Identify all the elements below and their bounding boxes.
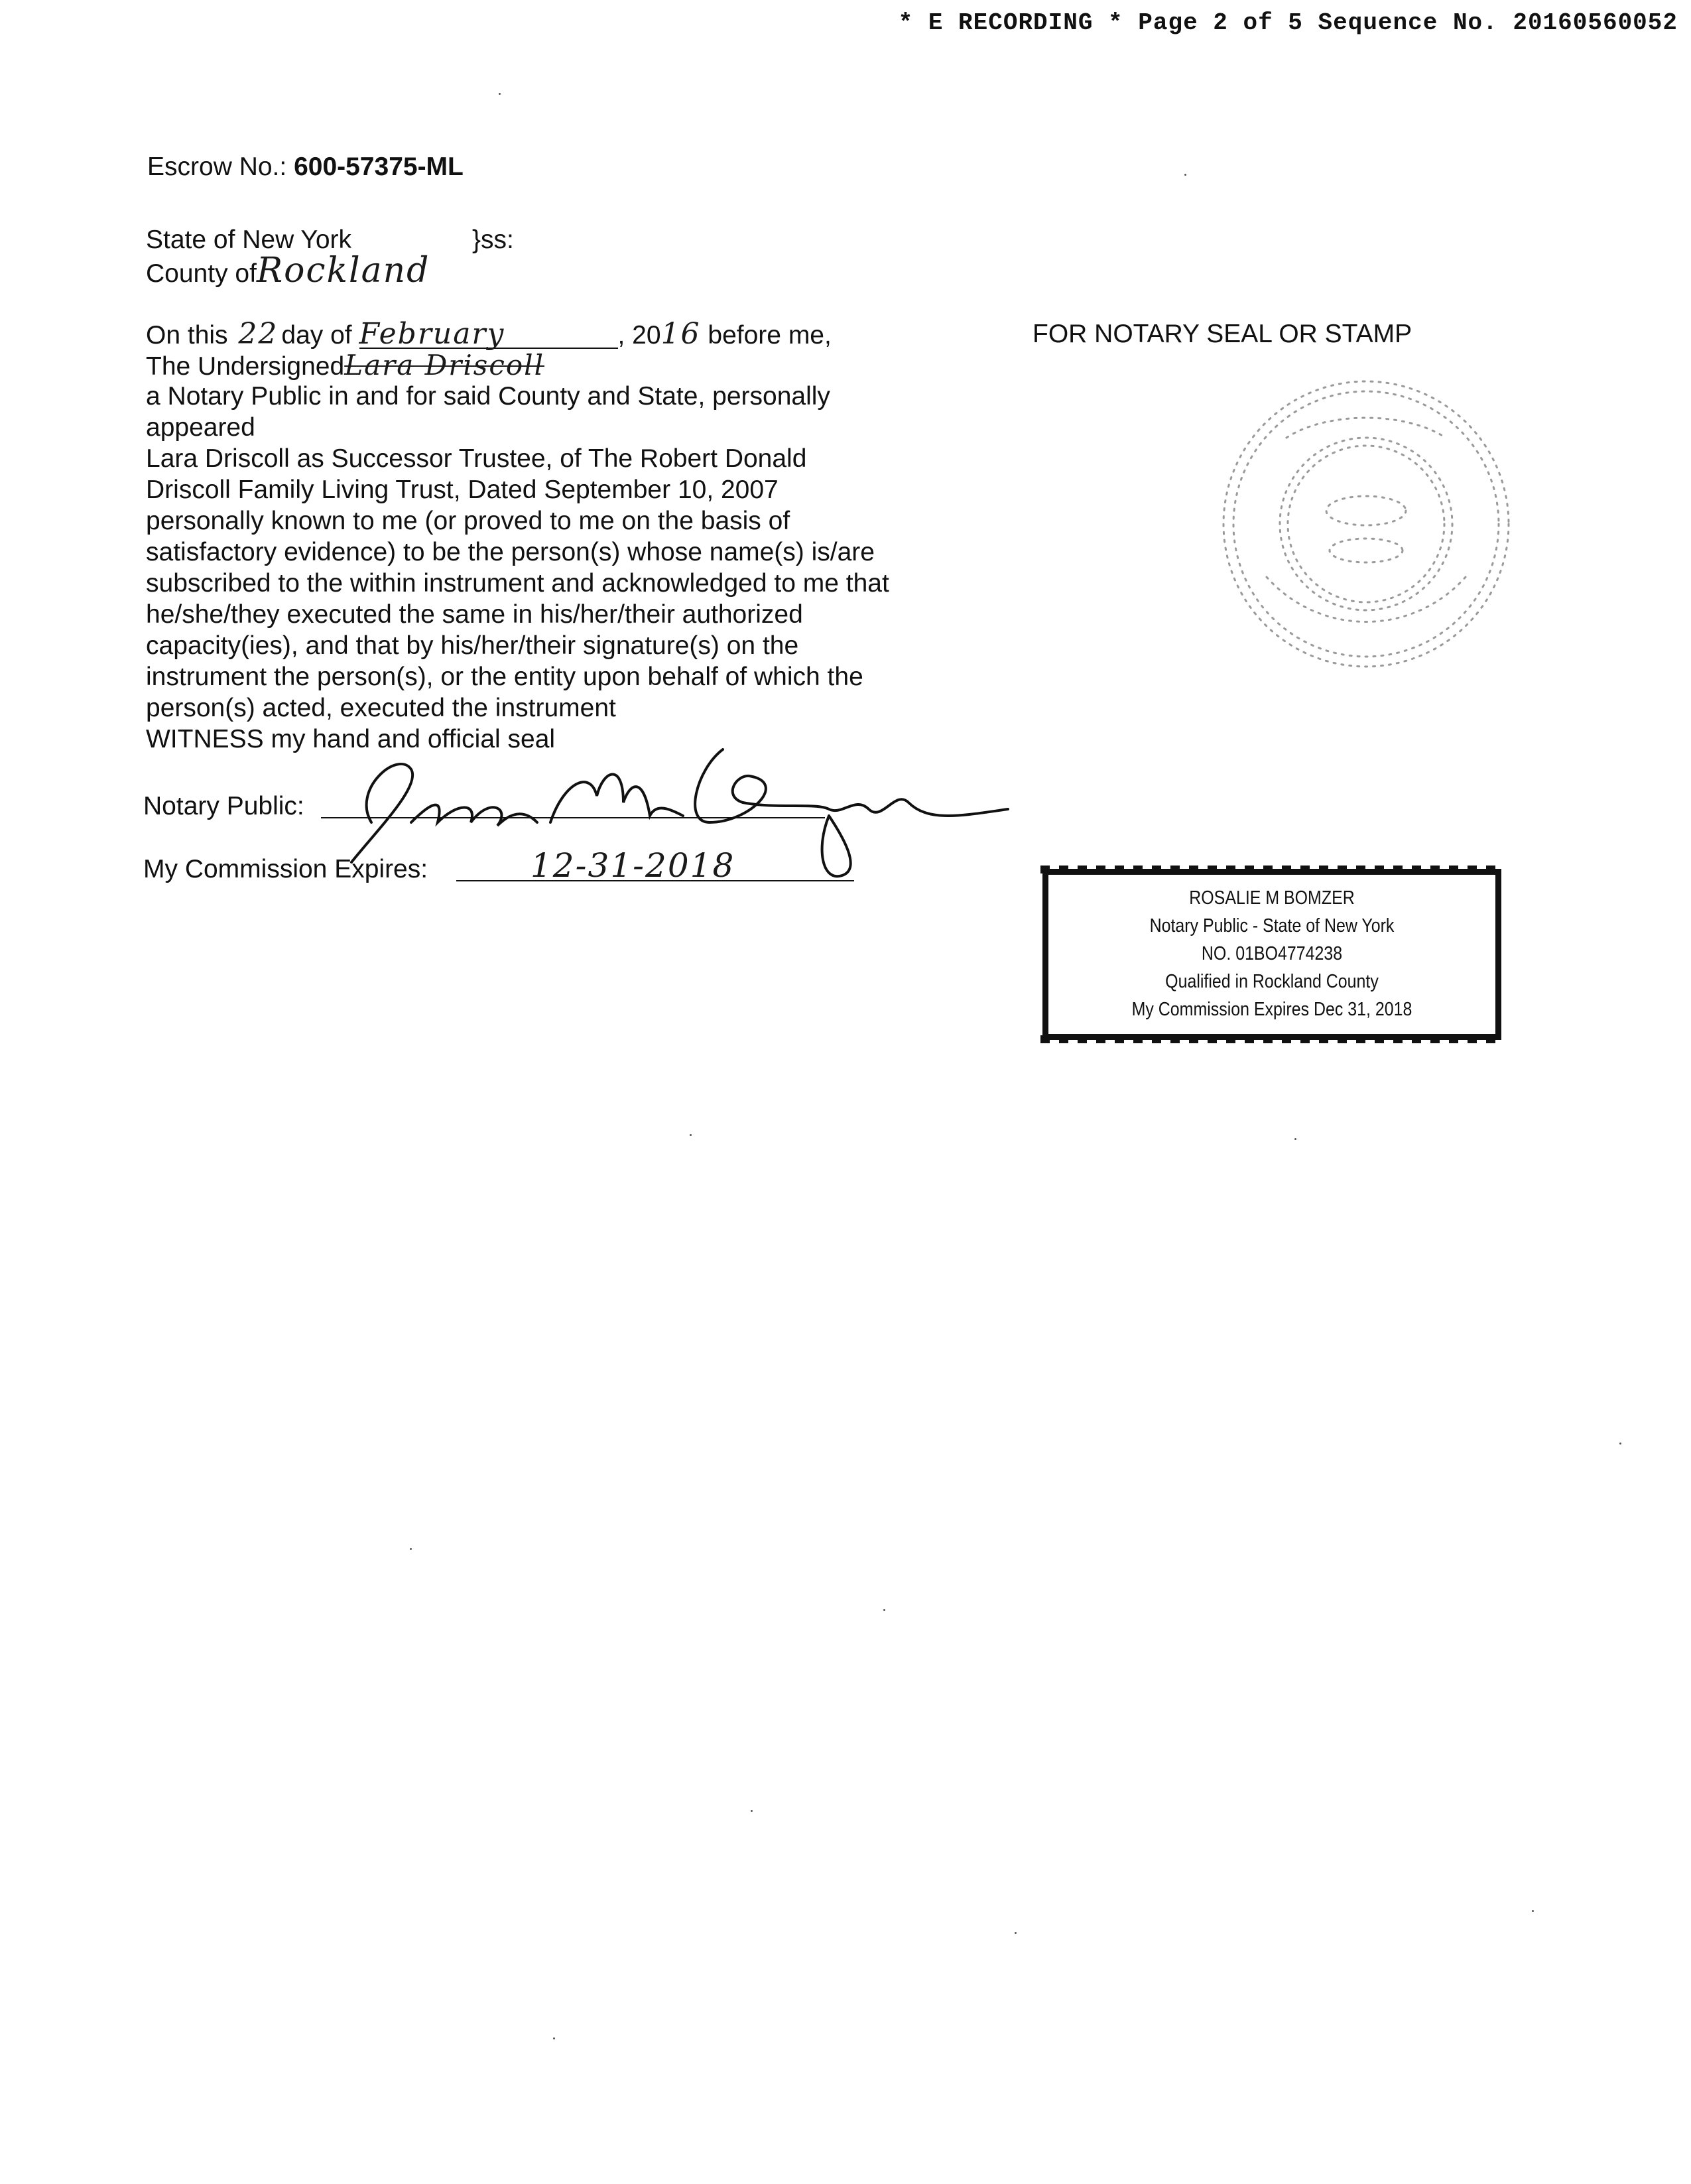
stamp-bottom-border: [1040, 1035, 1503, 1043]
state-label: State of New York: [146, 225, 352, 254]
stamp-notary-title: Notary Public - State of New York: [1149, 915, 1395, 936]
stamp-notary-number: NO. 01BO4774238: [1201, 943, 1343, 964]
day-of-text: day of: [281, 321, 352, 350]
scan-speck: [499, 93, 501, 95]
county-label: County of: [146, 259, 257, 288]
body-line: WITNESS my hand and official seal: [146, 725, 556, 753]
stamp-top-border: [1040, 866, 1503, 873]
undersigned-text: The Undersigned: [146, 352, 345, 381]
body-line: he/she/they executed the same in his/her/their authorized: [146, 600, 803, 629]
escrow-label: Escrow No.:: [147, 153, 287, 181]
commission-label: My Commission Expires:: [143, 855, 428, 883]
body-line: capacity(ies), and that by his/her/their signature(s) on the: [146, 631, 799, 660]
notary-stamp: [1042, 869, 1501, 1040]
stamp-qualified-county: Qualified in Rockland County: [1165, 971, 1379, 992]
scan-speck: [1184, 174, 1186, 176]
body-line: personally known to me (or proved to me on the basis of: [146, 507, 790, 535]
escrow-number: 600-57375-ML: [294, 153, 464, 181]
year-handwritten: 16: [660, 317, 701, 351]
scan-speck: [690, 1134, 692, 1136]
body-line: Driscoll Family Living Trust, Dated September 10, 2007: [146, 476, 779, 504]
ss-mark: }ss:: [472, 225, 514, 254]
scan-speck: [751, 1810, 753, 1812]
scan-speck: [553, 2037, 555, 2039]
undersigned-struck-name: Lara Driscoll: [344, 349, 544, 381]
escrow-line: [147, 151, 464, 182]
scan-speck: [1294, 1138, 1296, 1140]
scan-speck: [1619, 1443, 1621, 1445]
recording-header: * E RECORDING * Page 2 of 5 Sequence No. 20160560052: [898, 9, 1678, 36]
embossed-seal-image: [1187, 358, 1558, 690]
scan-speck: [1532, 1910, 1534, 1912]
day-handwritten: 22: [238, 317, 279, 351]
stamp-commission-expiry: My Commission Expires Dec 31, 2018: [1131, 999, 1412, 1020]
month-handwritten: February: [359, 321, 618, 349]
undersigned-line: [146, 350, 544, 382]
body-line: satisfactory evidence) to be the person(s) whose name(s) is/are: [146, 538, 875, 566]
body-line: instrument the person(s), or the entity upon behalf of which the: [146, 663, 863, 691]
body-line: subscribed to the within instrument and acknowledged to me that: [146, 569, 889, 598]
body-line: a Notary Public in and for said County and State, personally: [146, 382, 830, 411]
year-prefix: , 20: [617, 321, 661, 350]
body-line: person(s) acted, executed the instrument: [146, 694, 616, 722]
notary-public-label: Notary Public:: [143, 792, 304, 820]
on-this-line: [146, 318, 832, 351]
stamp-text: [1084, 884, 1460, 1029]
scan-speck: [1015, 1932, 1017, 1934]
acknowledgment-body: [146, 381, 889, 755]
body-line: appeared: [146, 413, 255, 442]
seal-area-label: FOR NOTARY SEAL OR STAMP: [1033, 320, 1412, 348]
scan-speck: [883, 1609, 885, 1611]
on-this-text: On this: [146, 321, 228, 350]
county-handwritten: Rockland: [256, 251, 430, 290]
stamp-notary-name: ROSALIE M BOMZER: [1189, 887, 1355, 909]
commission-handwritten: 12-31-2018: [531, 846, 735, 885]
body-line: Lara Driscoll as Successor Trustee, of The Robert Donald: [146, 444, 807, 473]
county-line: [146, 251, 430, 290]
before-me-text: before me,: [708, 321, 832, 350]
scan-speck: [410, 1548, 412, 1550]
